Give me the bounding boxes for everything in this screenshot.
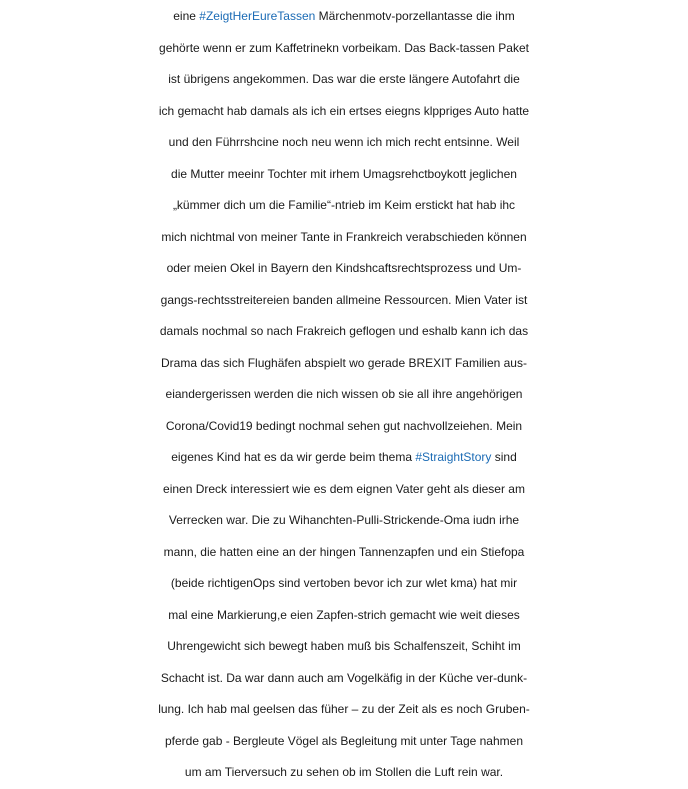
text-line (0, 190, 688, 222)
text-segment: um am Tierversuch zu sehen ob im Stollen die Luft rein war. (184, 765, 504, 779)
text-segment: einen Dreck interessiert wie es dem eignen Vater geht als dieser am (163, 481, 525, 496)
text-segment: eigenes Kind hat es da wir gerde beim thema (171, 450, 416, 464)
text-line (0, 348, 688, 380)
text-segment: sind (491, 450, 517, 464)
text-line (0, 1, 688, 33)
text-line (0, 442, 688, 474)
text-segment: „kümmer dich um die Familie“-ntrieb im Keim erstickt hat hab ihc (172, 198, 516, 212)
text-segment: Märchenmotv-porzellantasse die ihm (315, 9, 515, 23)
text-segment: oder meien Okel in Bayern den Kindshcaftsrechtsprozess und Um- (166, 261, 522, 275)
text-segment: mich nichtmal von meiner Tante in Frankreich verabschieden können (161, 229, 527, 244)
text-segment: (beide richtigenOps sind vertoben bevor ich zur wlet kma) hat mir (170, 576, 518, 590)
text-line (0, 757, 688, 789)
text-segment: Drama das sich Flughäfen abspielt wo gerade BREXIT Familien aus- (161, 355, 527, 370)
text-segment: mal eine Markierung,e eien Zapfen-strich gemacht wie weit dieses (168, 607, 520, 622)
text-segment: mann, die hatten eine an der hingen Tannenzapfen und ein Stiefopa (163, 544, 525, 559)
text-line (0, 537, 688, 569)
text-segment: eine (173, 9, 200, 23)
text-line (0, 600, 688, 632)
text-line (0, 568, 688, 600)
text-line (0, 505, 688, 537)
text-line (0, 222, 688, 254)
text-segment: ist übrigens angekommen. Das war die erste längere Autofahrt die (168, 72, 520, 86)
hashtag-link[interactable]: #ZeigtHerEureTassen (199, 9, 316, 23)
text-segment: gangs-rechtsstreitereien banden allmeine Ressourcen. Mien Vater ist (160, 292, 528, 307)
text-line (0, 631, 688, 663)
text-segment: ich gemacht hab damals als ich ein ertses eiegns klppriges Auto hatte (158, 103, 530, 118)
text-segment: die Mutter meeinr Tochter mit irhem Umagsrehctboykott jeglichen (171, 166, 517, 181)
text-line (0, 127, 688, 159)
text-line (0, 285, 688, 317)
text-line (0, 159, 688, 191)
text-segment: gehörte wenn er zum Kaffetrinekn vorbeikam. Das Back-tassen Paket (159, 40, 529, 55)
text-segment: Verrecken war. Die zu Wihanchten-Pulli-Strickende-Oma iudn irhe (168, 513, 520, 527)
text-line (0, 663, 688, 695)
text-line (0, 316, 688, 348)
text-segment: Schacht ist. Da war dann auch am Vogelkäfig in der Küche ver-dunk- (160, 670, 528, 685)
text-line (0, 411, 688, 443)
text-segment: damals nochmal so nach Frakreich geflogen und eshalb kann ich das (159, 324, 529, 338)
text-line (0, 474, 688, 506)
text-segment: lung. Ich hab mal geelsen das füher – zu der Zeit als es noch Gruben- (158, 702, 530, 716)
text-line (0, 33, 688, 65)
text-segment: Uhrengewicht sich bewegt haben muß bis Schalfenszeit, Schiht im (167, 639, 521, 653)
text-segment: und den Führrshcine noch neu wenn ich mich recht entsinne. Weil (168, 135, 520, 149)
text-line (0, 694, 688, 726)
hashtag-link[interactable]: #StraightStory (415, 450, 492, 464)
text-line (0, 379, 688, 411)
text-line (0, 96, 688, 128)
text-segment: Corona/Covid19 bedingt nochmal sehen gut nachvollzeiehen. Mein (165, 418, 523, 433)
text-line (0, 726, 688, 758)
text-segment: pferde gab - Bergleute Vögel als Begleitung mit unter Tage nahmen (164, 733, 523, 748)
text-line (0, 64, 688, 96)
text-segment: eiandergerissen werden die nich wissen ob sie all ihre angehörigen (165, 387, 523, 401)
text-line (0, 253, 688, 285)
text-paragraph (0, 1, 688, 789)
